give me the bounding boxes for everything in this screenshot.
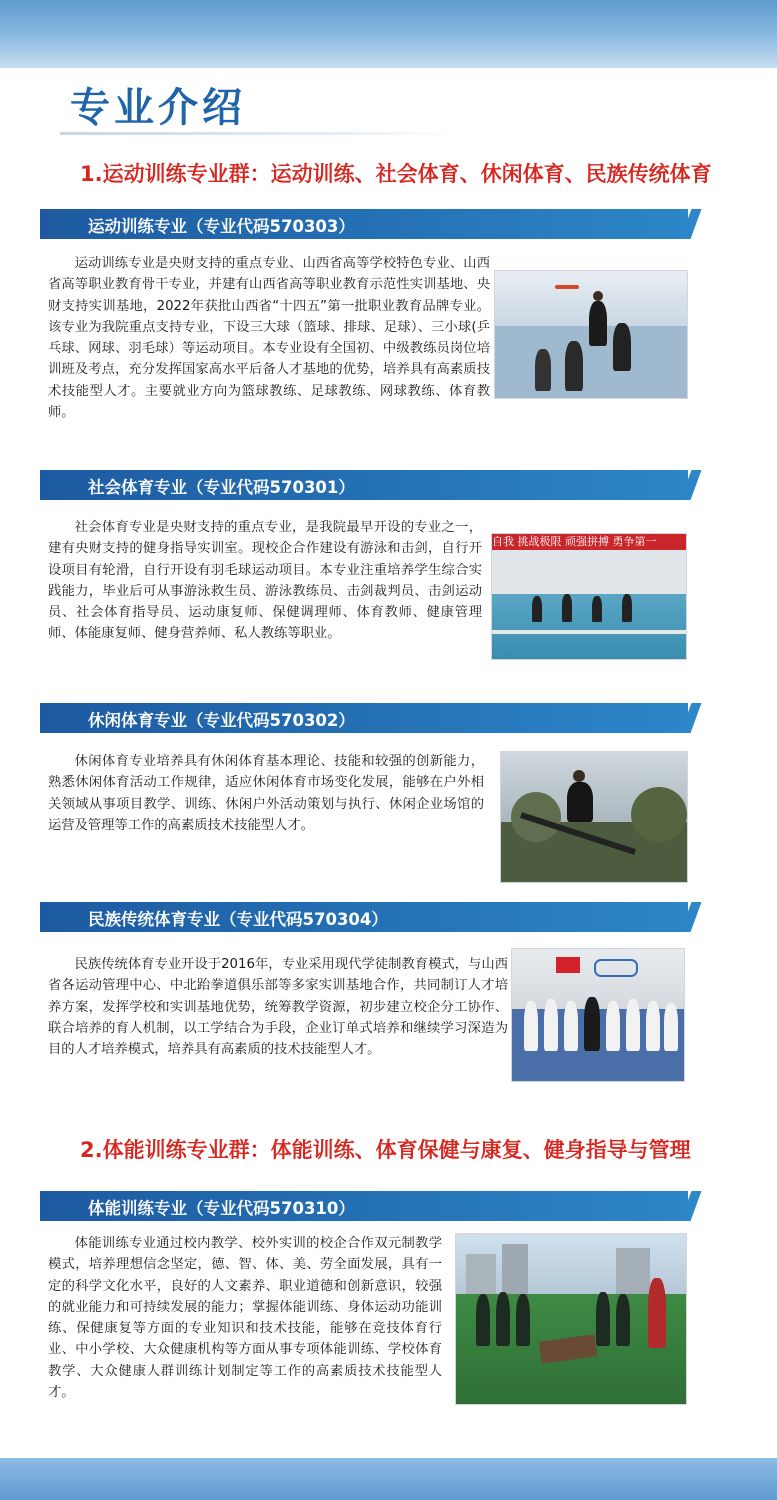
photo-banner: 自我 挑战极限 顽强拼搏 勇争第一 bbox=[492, 534, 686, 550]
basketball-photo bbox=[494, 270, 688, 399]
fitness-training-photo bbox=[455, 1233, 687, 1405]
group-heading-2: 2.体能训练专业群：体能训练、体育保健与康复、健身指导与管理 bbox=[80, 1138, 691, 1162]
major-title-sports-training: 运动训练专业（专业代码570303） bbox=[88, 217, 355, 236]
major-description-social-sports: 社会体育专业是央财支持的重点专业，是我院最早开设的专业之一，建有央财支持的健身指导实训室。现校企合作建设有游泳和击剑，自行开设项目有轮滑，自行开设有羽毛球运动项目。本专业注重培养学生综合实践能力，毕业后可从事游泳救生员、游泳教练员、击剑裁判员、击剑运动员、社会体育指导员、运动康复师、保健调理师、体育教师、健康管理师、体能康复师、健身营养师、私人教练等职业。 bbox=[48, 520, 482, 642]
major-bar-sports-training bbox=[40, 209, 688, 239]
major-title-leisure-sports: 休闲体育专业（专业代码570302） bbox=[88, 711, 355, 730]
bottom-decorative-band bbox=[0, 1458, 777, 1500]
major-description-leisure-sports: 休闲体育专业培养具有休闲体育基本理论、技能和较强的创新能力，熟悉休闲体育活动工作规律，适应休闲体育市场变化发展，能够在户外相关领域从事项目教学、训练、休闲户外活动策划与执行、休闲企业场馆的运营及管理等工作的高素质技术技能型人才。 bbox=[48, 754, 484, 833]
major-bar-leisure-sports bbox=[40, 703, 688, 733]
major-title-fitness-training: 体能训练专业（专业代码570310） bbox=[88, 1199, 355, 1218]
major-description-fitness-training: 体能训练专业通过校内教学、校外实训的校企合作双元制教学模式，培养理想信念坚定，德、智、体、美、劳全面发展，具有一定的科学文化水平，良好的人文素养、职业道德和创新意识，较强的就业能力和可持续发展的能力；掌握体能训练、身体运动功能训练、保健康复等方面的专业知识和技术技能，能够在竞技体育行业、中小学校、大众健康机构等方面从事专项体能训练、学校体育教学、大众健康人群训练计划制定等工作的高素质技术技能型人才。 bbox=[48, 1236, 442, 1401]
page-title: 专业介绍 bbox=[70, 85, 246, 131]
major-bar-social-sports bbox=[40, 470, 688, 500]
slackline-photo bbox=[500, 751, 688, 883]
major-bar-traditional-sports bbox=[40, 902, 688, 932]
swimming-photo bbox=[491, 533, 687, 660]
title-underline bbox=[60, 132, 460, 135]
major-description-traditional-sports: 民族传统体育专业开设于2016年，专业采用现代学徒制教育模式，与山西省各运动管理中心、中北跆拳道俱乐部等多家实训基地合作，共同制订人才培养方案，发挥学校和实训基地优势，统筹教学资源，初步建立校企分工协作、联合培养的育人机制，以工学结合为手段，企业订单式培养和继续学习深造为目的人才培养模式，培养具有高素质的技术技能型人才。 bbox=[48, 957, 508, 1058]
top-decorative-band bbox=[0, 0, 777, 68]
group-heading-1: 1.运动训练专业群：运动训练、社会体育、休闲体育、民族传统体育 bbox=[80, 162, 712, 186]
major-description-sports-training: 运动训练专业是央财支持的重点专业、山西省高等学校特色专业、山西省高等职业教育骨干专业，并建有山西省高等职业教育示范性实训基地、央财支持实训基地，2022年获批山西省“十四五”第一批职业教育品牌专业。该专业为我院重点支持专业，下设三大球（篮球、排球、足球）、三小球(乒乓球、网球、羽毛球）等运动项目。本专业设有全国初、中级教练员岗位培训班及考点，充分发挥国家高水平后备人才基地的优势，培养具有高素质技术技能型人才。主要就业方向为篮球教练、足球教练、网球教练、体育教师。 bbox=[48, 256, 490, 421]
major-title-social-sports: 社会体育专业（专业代码570301） bbox=[88, 478, 355, 497]
major-bar-fitness-training bbox=[40, 1191, 688, 1221]
major-title-traditional-sports: 民族传统体育专业（专业代码570304） bbox=[88, 910, 388, 929]
taekwondo-group-photo bbox=[511, 948, 685, 1082]
